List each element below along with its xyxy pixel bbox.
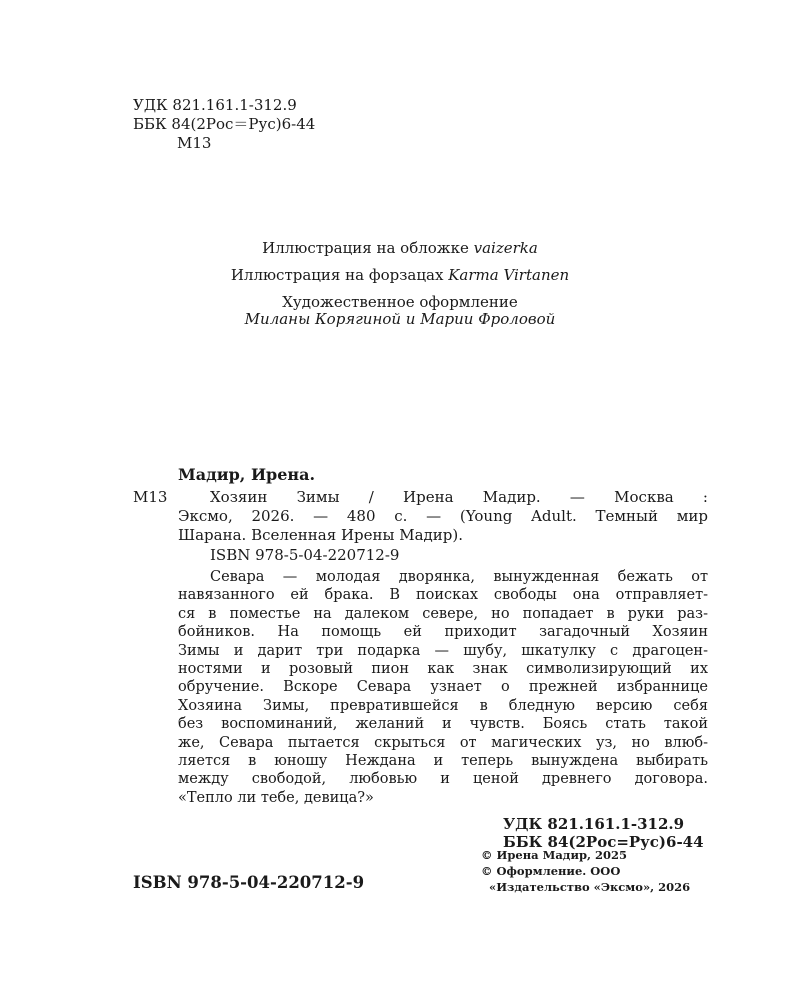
annotation-line: ляется в юношу Неждана и теперь вынуждена выбирать: [178, 753, 708, 770]
bbk-code-record: ББК 84(2Рос=Рус)6-44: [503, 833, 704, 851]
record-author-mark: М13: [133, 488, 168, 506]
footer-isbn: ISBN 978-5-04-220712-9: [133, 873, 365, 892]
endpaper-illustration-label: Иллюстрация на форзацах: [230, 266, 449, 284]
designer-names: Миланы Корягиной и Марии Фроловой: [244, 310, 556, 328]
cover-illustrator-name: vaizerka: [473, 239, 538, 257]
cover-illustration-label: Иллюстрация на обложке: [262, 239, 474, 257]
copyright-design: © Оформление. ООО: [481, 864, 621, 878]
annotation-line: обручение. Вскоре Севара узнает о прежней избраннице: [178, 679, 708, 696]
annotation-line: Хозяина Зимы, превратившейся в бледную версию себя: [178, 697, 708, 714]
annotation-line: Зимы и дарит три подарка — шубу, шкатулку с драгоцен-: [178, 642, 708, 659]
bbk-code-top: ББК 84(2Рос＝Рус)6-44: [133, 115, 316, 133]
copyright-publisher: «Издательство «Эксмо», 2026: [489, 880, 691, 894]
udk-code-record: УДК 821.161.1-312.9: [503, 815, 685, 833]
annotation-line: ся в поместье на далеком севере, но попадает в руки раз-: [178, 605, 708, 622]
annotation-line: ностями и розовый пион как знак символизирующий их: [178, 661, 708, 678]
udk-code-top: УДК 821.161.1-312.9: [133, 96, 297, 114]
author-mark-top: М13: [177, 134, 212, 152]
endpaper-illustrator-name: Karma Virtanen: [448, 266, 570, 284]
design-credit-names: [0, 309, 800, 329]
annotation-line: «Тепло ли тебе, девица?»: [178, 789, 374, 806]
title-line: Эксмо, 2026. — 480 с. — (Young Adult. Темный мир: [178, 507, 708, 525]
annotation-line: же, Севара пытается скрыться от магических уз, но влюб-: [178, 734, 708, 751]
copyright-author: © Ирена Мадир, 2025: [481, 848, 628, 862]
annotation-line: между свободой, любовью и ценой древнего договора.: [178, 771, 708, 788]
design-credit-label: Художественное оформление: [282, 293, 518, 311]
record-isbn: ISBN 978-5-04-220712-9: [210, 546, 400, 564]
annotation-line: бойников. На помощь ей приходит загадочный Хозяин: [178, 624, 708, 641]
annotation-line: навязанного ей брака. В поисках свободы она отправляет-: [178, 587, 708, 604]
cover-illustration-credit: [0, 238, 800, 258]
annotation-line: без воспоминаний, желаний и чувств. Боясь стать такой: [178, 716, 708, 733]
annotation-line: Севара — молодая дворянка, вынужденная бежать от: [210, 569, 708, 585]
annotation: [178, 568, 708, 807]
title-block: [178, 488, 708, 545]
title-line: Шарана. Вселенная Ирены Мадир).: [178, 526, 463, 544]
author-heading: Мадир, Ирена.: [178, 465, 316, 484]
endpaper-illustration-credit: [0, 265, 800, 285]
title-line: Хозяин Зимы / Ирена Мадир. — Москва :: [210, 488, 708, 506]
